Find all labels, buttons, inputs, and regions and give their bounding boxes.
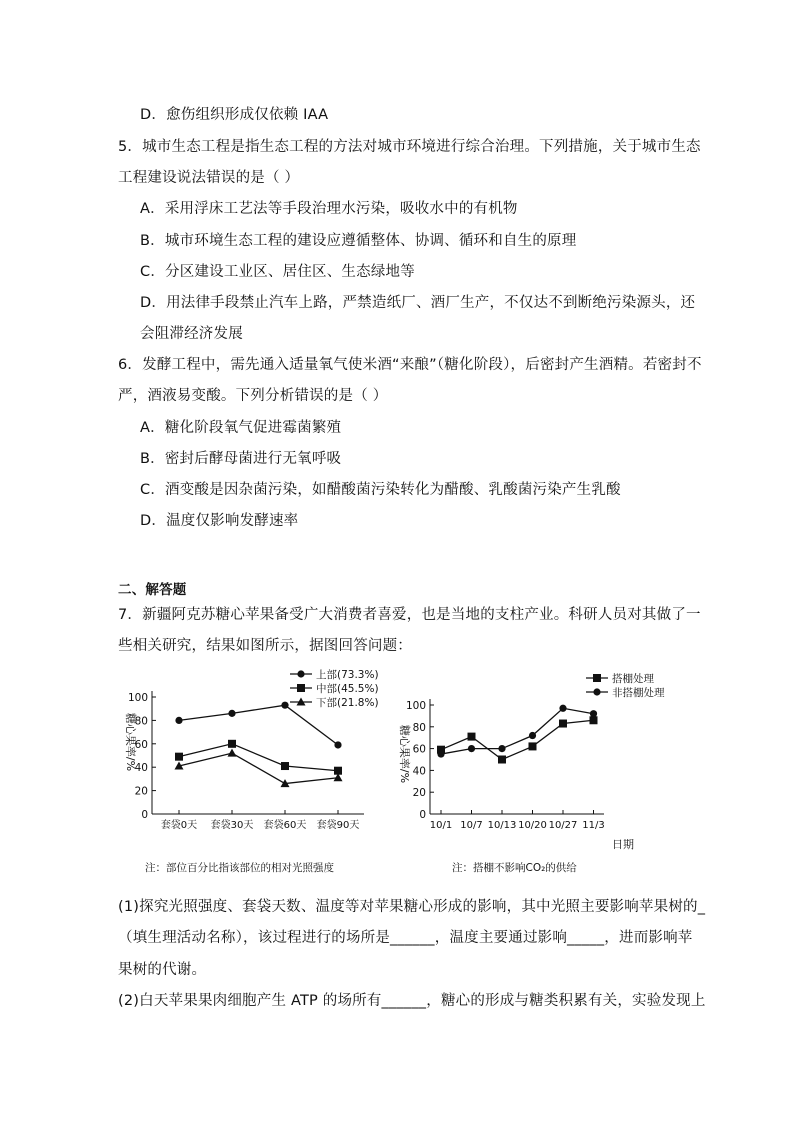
chart1-legend-marker xyxy=(297,684,305,692)
chart1-y-tick-label: 60 xyxy=(134,738,148,751)
chart1-marks xyxy=(175,702,343,787)
option-q6-d: D．温度仅影响发酵速率 xyxy=(140,513,299,529)
chart1-legend-marker xyxy=(297,670,304,677)
question-5-stem-cont: 工程建设说法错误的是（ ） xyxy=(118,170,300,186)
chart1-lines xyxy=(179,705,338,783)
chart1-x-tick-label: 套袋30天 xyxy=(210,820,254,831)
chart1-legend-label: 上部(73.3%) xyxy=(316,669,379,681)
sub-question-1-cont: （填生理活动名称），该过程进行的场所是______，温度主要通过影响_____，进而影响苹 xyxy=(118,930,693,946)
chart2-data-point xyxy=(468,745,475,752)
chart-bagging-days xyxy=(118,664,398,884)
chart1-data-point xyxy=(228,749,237,757)
chart2-data-point xyxy=(529,742,537,750)
chart2-data-point xyxy=(590,716,598,724)
sub-question-1-cont2: 果树的代谢。 xyxy=(118,962,207,978)
chart1-data-point xyxy=(281,702,288,709)
chart2-lines xyxy=(441,708,594,759)
chart2-data-point xyxy=(468,733,476,741)
chart2-axes xyxy=(406,699,605,831)
chart1-legend-label: 下部(21.8%) xyxy=(316,697,379,709)
option-q6-b: B．密封后酵母菌进行无氧呼吸 xyxy=(140,451,342,467)
chart1-y-tick-label: 0 xyxy=(141,809,148,821)
chart1-legend xyxy=(290,668,379,709)
question-5-stem: 5．城市生态工程是指生态工程的方法对城市环境进行综合治理。下列措施，关于城市生态 xyxy=(118,139,701,155)
chart2-y-tick-label: 40 xyxy=(412,765,426,778)
chart1-y-axis-label: 糖心果率/% xyxy=(124,712,137,772)
chart1-y-tick-label: 40 xyxy=(134,762,148,775)
section-heading: 二、解答题 xyxy=(118,582,187,598)
option-q5-a: A．采用浮床工艺法等手段治理水污染，吸收水中的有机物 xyxy=(140,201,518,217)
chart2-x-tick-label: 10/20 xyxy=(518,820,547,831)
chart2-data-point xyxy=(498,756,506,764)
chart2-legend-label: 非搭棚处理 xyxy=(612,687,665,699)
chart1-y-tick-label: 80 xyxy=(134,715,148,728)
option-q6-a: A．糖化阶段氧气促进霉菌繁殖 xyxy=(140,420,342,436)
question-7-stem-cont: 些相关研究，结果如图所示，据图回答问题： xyxy=(118,638,412,654)
chart2-x-axis-label: 日期 xyxy=(612,838,634,851)
chart1-x-tick-label: 套袋60天 xyxy=(263,820,307,831)
chart2-y-tick-label: 0 xyxy=(419,809,426,821)
sub-question-2: (2)白天苹果果肉细胞产生 ATP 的场所有______，糖心的形成与糖类积累有关，实验发现上 xyxy=(118,993,706,1009)
chart2-y-tick-label: 60 xyxy=(412,743,426,756)
chart1-y-tick-label: 20 xyxy=(134,785,148,798)
chart2-x-tick-label: 10/1 xyxy=(429,820,453,831)
chart1-series-line xyxy=(179,705,338,745)
option-q4-d: D．愈伤组织形成仅依赖 IAA xyxy=(140,107,329,123)
option-q6-c: C．酒变酸是因杂菌污染，如醋酸菌污染转化为醋酸、乳酸菌污染产生乳酸 xyxy=(140,482,621,498)
chart2-data-point xyxy=(498,745,505,752)
chart1-x-tick-label: 套袋90天 xyxy=(316,820,360,831)
option-q5-c: C．分区建设工业区、居住区、生态绿地等 xyxy=(140,264,415,280)
question-7-stem: 7．新疆阿克苏糖心苹果备受广大消费者喜爱，也是当地的支柱产业。科研人员对其做了一 xyxy=(118,607,701,623)
chart2-legend xyxy=(586,672,665,699)
chart2-x-tick-label: 10/27 xyxy=(548,820,578,831)
sub-question-1: (1)探究光照强度、套袋天数、温度等对苹果糖心形成的影响，其中光照主要影响苹果树的_ xyxy=(118,899,706,915)
chart2-note: 注：搭棚不影响CO₂的供给 xyxy=(452,862,577,874)
chart2-data-point xyxy=(559,720,567,728)
chart2-y-tick-label: 100 xyxy=(405,700,426,712)
chart2-legend-marker xyxy=(593,674,601,682)
chart2-data-point xyxy=(529,732,536,739)
chart2-series-line xyxy=(441,708,594,754)
chart1-x-tick-label: 套袋0天 xyxy=(160,820,198,831)
option-q5-d: D．用法律手段禁止汽车上路，严禁造纸厂、酒厂生产，不仅达不到断绝污染源头，还 xyxy=(140,295,696,311)
question-6-stem-cont: 严，酒液易变酸。下列分析错误的是（ ） xyxy=(118,388,388,404)
chart1-data-point xyxy=(281,762,289,770)
chart1-data-point xyxy=(334,741,341,748)
chart1-data-point xyxy=(175,753,183,761)
chart2-data-point xyxy=(590,710,597,717)
chart2-x-tick-label: 10/13 xyxy=(487,820,517,831)
chart2-y-tick-label: 20 xyxy=(412,787,426,800)
chart1-data-point xyxy=(228,740,236,748)
chart1-series-line xyxy=(179,744,338,771)
chart-shed-treatment xyxy=(390,664,680,884)
chart2-legend-label: 搭棚处理 xyxy=(612,673,654,685)
question-6-stem: 6．发酵工程中，需先通入适量氧气使米酒“来酿”（糖化阶段），后密封产生酒精。若密封不 xyxy=(118,357,702,373)
chart1-y-tick-label: 100 xyxy=(127,692,148,704)
chart2-x-tick-label: 11/3 xyxy=(582,820,605,831)
chart2-data-point xyxy=(559,705,566,712)
option-q5-d-cont: 会阻滞经济发展 xyxy=(140,326,243,342)
chart2-series-line xyxy=(441,720,594,759)
chart1-data-point xyxy=(228,710,235,717)
option-q5-b: B．城市环境生态工程的建设应遵循整体、协调、循环和自生的原理 xyxy=(140,233,577,249)
chart2-legend-marker xyxy=(593,688,600,695)
chart1-note: 注：部位百分比指该部位的相对光照强度 xyxy=(145,862,334,874)
chart2-data-point xyxy=(437,750,444,757)
chart2-x-tick-label: 10/7 xyxy=(460,820,483,831)
chart1-legend-label: 中部(45.5%) xyxy=(316,683,379,695)
chart2-y-tick-label: 80 xyxy=(412,721,426,734)
chart1-data-point xyxy=(175,717,182,724)
chart2-marks xyxy=(437,705,598,764)
chart2-y-axis-label: 糖心果率/% xyxy=(398,724,411,784)
